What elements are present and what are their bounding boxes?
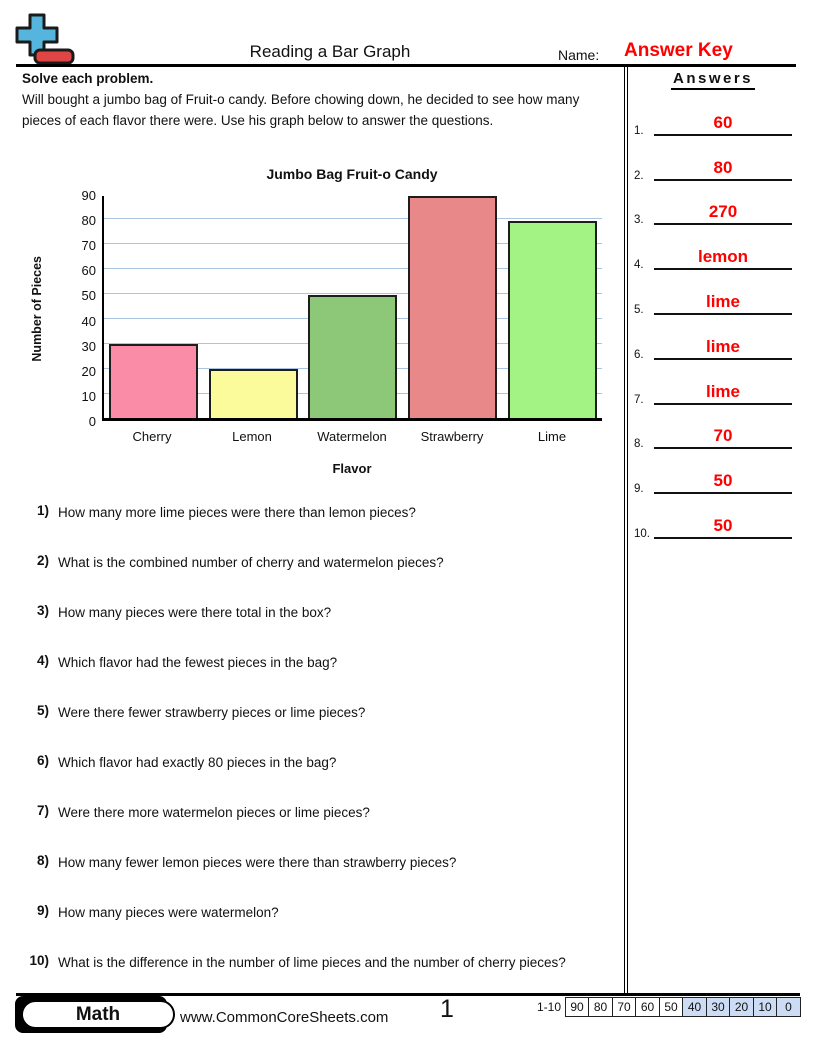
question-text: How many fewer lemon pieces were there than strawberry pieces? <box>58 855 457 870</box>
score-cell: 0 <box>776 997 801 1017</box>
chart-bar <box>209 369 298 418</box>
question-text: What is the combined number of cherry and watermelon pieces? <box>58 555 444 570</box>
answer-number: 1. <box>634 124 644 137</box>
answer-blank <box>654 383 792 405</box>
question-number: 10) <box>29 953 49 968</box>
answer-value: 270 <box>708 202 738 222</box>
y-tick: 90 <box>81 188 96 203</box>
question-number: 6) <box>36 753 49 768</box>
answer-value: lime <box>705 381 741 401</box>
answer-value: lemon <box>697 247 749 267</box>
question-item <box>22 753 622 803</box>
y-tick: 30 <box>81 338 96 354</box>
answer-value: 80 <box>713 157 733 177</box>
answer-number: 10. <box>634 527 650 540</box>
score-cell: 20 <box>729 997 754 1017</box>
x-tick-label: Cherry <box>132 429 172 444</box>
y-tick: 80 <box>81 213 96 229</box>
score-table <box>537 997 801 1017</box>
chart-bar <box>408 196 497 418</box>
answer-number: 3. <box>634 214 644 227</box>
answer-number: 2. <box>634 169 644 182</box>
answers-list <box>632 96 794 544</box>
math-badge <box>15 996 167 1033</box>
page-number: 1 <box>440 995 454 1023</box>
header-divider <box>16 64 796 67</box>
chart-plot-region <box>30 188 602 429</box>
y-axis-title: Number of Pieces <box>30 255 44 362</box>
instructions-heading: Solve each problem. <box>22 71 154 86</box>
answer-row <box>632 499 794 544</box>
question-item <box>22 603 622 653</box>
question-text: Were there fewer strawberry pieces or lime pieces? <box>58 705 366 720</box>
score-cell: 70 <box>612 997 637 1017</box>
chart-title: Jumbo Bag Fruit-o Candy <box>266 166 438 182</box>
score-cell: 60 <box>635 997 660 1017</box>
question-number: 1) <box>36 503 49 518</box>
question-text: How many more lime pieces were there than lemon pieces? <box>58 505 416 520</box>
chart-plot-area <box>102 196 602 421</box>
answer-blank <box>654 203 792 225</box>
y-tick: 70 <box>81 238 96 254</box>
score-cell: 30 <box>706 997 731 1017</box>
y-tick: 0 <box>88 413 96 429</box>
answer-row <box>632 320 794 365</box>
instructions-block <box>22 71 620 131</box>
x-axis-title: Flavor <box>332 461 372 476</box>
page-title: Reading a Bar Graph <box>249 42 411 61</box>
answer-blank <box>654 338 792 360</box>
question-number: 4) <box>36 653 49 668</box>
answer-blank <box>654 427 792 449</box>
answer-row <box>632 186 794 231</box>
answer-key-label: Answer Key <box>624 40 733 61</box>
question-number: 9) <box>36 903 49 918</box>
x-tick-label: Watermelon <box>317 429 387 444</box>
chart-bar <box>308 295 397 418</box>
question-text: Which flavor had exactly 80 pieces in the bag? <box>58 755 337 770</box>
question-number: 2) <box>36 553 49 568</box>
answer-number: 4. <box>634 259 644 272</box>
chart-bar <box>508 221 597 418</box>
answer-number: 6. <box>634 348 644 361</box>
question-number: 3) <box>36 603 49 618</box>
answer-row <box>632 96 794 141</box>
x-axis-labels <box>102 429 602 444</box>
answers-column <box>632 70 794 544</box>
question-item <box>22 853 622 903</box>
question-number: 7) <box>36 803 49 818</box>
question-text: How many pieces were there total in the box? <box>58 605 332 620</box>
score-cell: 80 <box>588 997 613 1017</box>
score-range-label: 1-10 <box>536 1000 561 1014</box>
answer-number: 7. <box>634 393 644 406</box>
x-tick-label: Strawberry <box>420 429 484 444</box>
answer-row <box>632 275 794 320</box>
answer-row <box>632 141 794 186</box>
score-cell: 50 <box>659 997 684 1017</box>
question-text: Which flavor had the fewest pieces in the bag? <box>58 655 338 670</box>
answer-value: 50 <box>713 471 733 491</box>
answer-number: 9. <box>634 483 644 496</box>
answer-number: 8. <box>634 438 644 451</box>
answer-row <box>632 365 794 410</box>
answer-row <box>632 230 794 275</box>
answer-value: 60 <box>713 112 733 132</box>
column-separator <box>624 67 628 994</box>
chart-bar <box>109 344 198 418</box>
score-cell: 10 <box>753 997 778 1017</box>
y-tick: 20 <box>81 363 96 379</box>
answer-row <box>632 410 794 455</box>
instructions-body: Will bought a jumbo bag of Fruit-o candy. Before chowing down, he decided to see how many pieces of each flavor there were. Use his graph below to answer the questions. <box>22 92 580 128</box>
question-item <box>22 653 622 703</box>
subject-label: Math <box>75 1003 121 1025</box>
answer-row <box>632 454 794 499</box>
question-item <box>22 703 622 753</box>
website-url: www.CommonCoreSheets.com <box>180 1009 389 1026</box>
answer-value: lime <box>705 336 741 356</box>
question-text: How many pieces were watermelon? <box>58 905 279 920</box>
answer-blank <box>654 472 792 494</box>
question-text: Were there more watermelon pieces or lime pieces? <box>58 805 370 820</box>
answer-blank <box>654 114 792 136</box>
score-cell: 40 <box>682 997 707 1017</box>
x-tick-label: Lemon <box>232 429 272 444</box>
question-item <box>22 903 622 953</box>
question-item <box>22 503 622 553</box>
y-tick: 10 <box>81 388 96 404</box>
question-item <box>22 553 622 603</box>
answer-value: lime <box>705 291 741 311</box>
answer-blank <box>654 248 792 270</box>
question-text: What is the difference in the number of lime pieces and the number of cherry pieces? <box>58 955 566 970</box>
name-label: Name: <box>558 47 600 63</box>
question-number: 5) <box>36 703 49 718</box>
questions-list <box>22 503 622 1003</box>
answer-blank <box>654 159 792 181</box>
answer-blank <box>654 517 792 539</box>
bar-chart <box>30 166 606 476</box>
y-tick: 40 <box>81 313 96 329</box>
y-tick: 60 <box>81 263 96 279</box>
score-cell: 90 <box>565 997 590 1017</box>
answer-blank <box>654 293 792 315</box>
answer-number: 5. <box>634 303 644 316</box>
answer-value: 50 <box>713 515 733 535</box>
x-tick-label: Lime <box>537 429 567 444</box>
y-tick: 50 <box>81 288 96 304</box>
question-number: 8) <box>36 853 49 868</box>
answers-heading: Answers <box>671 70 755 90</box>
answer-value: 70 <box>713 426 733 446</box>
question-item <box>22 803 622 853</box>
y-axis-ticks <box>54 188 96 430</box>
